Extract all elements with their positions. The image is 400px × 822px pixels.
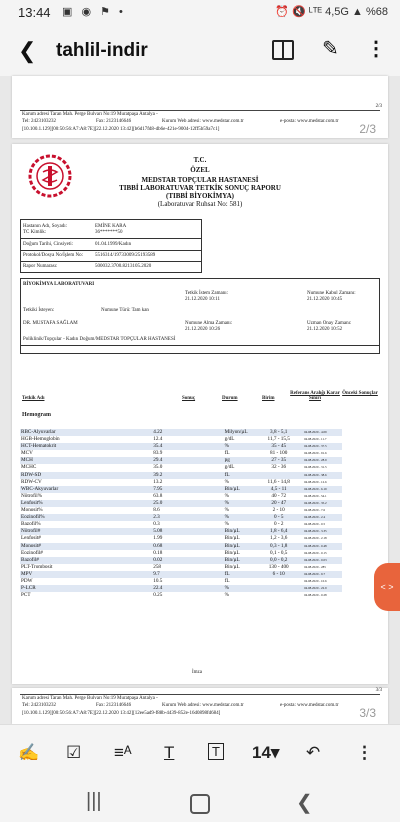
cell-status (189, 557, 224, 564)
patient-name-label: Hastanın Adı, Soyadı: (23, 224, 68, 229)
cell-status (189, 443, 224, 450)
col-reference: Referans Aralığı Karar Sınırı (290, 391, 340, 401)
cell-status (189, 464, 224, 471)
cell-result: 0.68 (152, 543, 189, 550)
request-time-value: 21.12.2020 10:11 (185, 297, 220, 302)
cell-test-name: PCT (21, 592, 31, 599)
website: Kurum Web adresi: www.medstar.com.tr (162, 703, 244, 708)
cell-test-name: Bazofil% (21, 521, 41, 528)
font-size-value: 14 (252, 743, 271, 762)
cell-reference: 1,8 - 6,4 (254, 528, 303, 535)
cell-result: 0.3 (153, 521, 160, 528)
cell-result: 4.22 (152, 429, 189, 436)
cell-status (189, 521, 224, 528)
cell-unit: Bin/µL (224, 535, 240, 542)
cell-unit: g/dL (224, 436, 235, 443)
cell-result: 22.4 (152, 585, 189, 592)
cell-unit: fL (224, 450, 230, 457)
cell-result: 2.3 (152, 514, 189, 521)
table-row (20, 514, 342, 521)
cell-test-name: HCT-Hematokrit (20, 443, 152, 450)
cell-reference: 20 - 47 (254, 500, 303, 507)
protocol-value: 5516314/19733009/25193589 (95, 253, 156, 258)
col-previous: Önceki Sonuçlar (342, 391, 378, 396)
cell-reference (254, 585, 303, 592)
email: e-posta: www.medstar.com.tr (280, 119, 339, 124)
document-title: tahlil-indir (56, 40, 148, 61)
table-row (20, 550, 342, 557)
cell-test-name: P-LCR (20, 585, 152, 592)
table-row (20, 571, 342, 578)
cell-previous: 04.08.2020 - 285 (304, 564, 326, 569)
sample-type: Numune Türü: Tam kan (101, 308, 149, 313)
book-view-icon[interactable] (272, 40, 294, 60)
cell-previous: 04.08.2020 - 54.1 (304, 493, 327, 498)
cell-reference: 40 - 72 (271, 492, 287, 499)
table-row (20, 528, 342, 535)
cell-reference: 1,2 - 3,6 (270, 535, 288, 542)
lab-info-box (20, 278, 380, 354)
cell-unit: Milyon/µL (224, 429, 255, 436)
cell-reference: 6 - 10 (254, 571, 303, 578)
table-row (20, 436, 342, 443)
cell-status (189, 429, 224, 436)
cell-previous: 04.08.2020 - 31.5 (304, 465, 327, 470)
cell-test-name: Bazofil# (20, 557, 152, 564)
cell-status (189, 500, 224, 507)
cell-previous: 04.08.2020 - 10.6 (304, 578, 327, 583)
page-label-small: 3/3 (375, 688, 382, 693)
cell-previous: 04.08.2020 - 0.28 (304, 593, 327, 598)
cell-status (189, 543, 224, 550)
cell-previous: 04.08.2020 - 11.7 (304, 437, 327, 442)
home-icon[interactable] (190, 794, 210, 814)
cell-result: 83.9 (153, 450, 163, 457)
ip-line: [10.100.1.129][00:50:56:A7:A8:7E][22.12.2020 13:42][12ee5ad9-f88b-4439-852e-16d0898fd684] (22, 711, 221, 716)
cell-unit: % (224, 585, 255, 592)
cell-previous: 04.08.2020 - 9.7 (303, 571, 342, 578)
cell-result: 9.7 (152, 571, 189, 578)
cell-status (189, 535, 224, 542)
system-icons: ⏰ 🔇 ᴸᵀᴱ 4,5G ▲ %68 (275, 6, 388, 18)
table-row (20, 472, 342, 479)
page-label-small: 2/3 (375, 104, 382, 109)
hospital-name: MEDSTAR TOPÇULAR HASTANESİ (141, 176, 259, 184)
cell-reference: 35 - 45 (254, 443, 303, 450)
cell-test-name: Lenfosit# (21, 535, 41, 542)
sample-take-label: Numune Alma Zamanı: (185, 321, 233, 326)
cell-reference: 0 - 5 (254, 514, 303, 521)
more-options-icon[interactable]: ⋮ (366, 38, 386, 60)
cell-previous: 04.08.2020 - 35.2 (303, 500, 342, 507)
notification-icons: ▣ ◉ ⚑ • (62, 6, 126, 18)
font-size-select[interactable]: 14▾ (252, 743, 280, 762)
group-hemogram: Hemogram (22, 412, 51, 418)
license-number: (Laboratuvar Ruhsat No: 581) (157, 200, 243, 208)
cell-status (189, 493, 224, 500)
cell-test-name: RBC-Alyuvarlar (20, 429, 152, 436)
cell-status (189, 592, 224, 599)
cell-result: 29.4 (152, 457, 189, 464)
ip-line: [10.100.1.129][00:50:56:A7:A8:7E][22.12.2020 13:42][b6d17fd8-db6e-421e-9004-12ff5b59a7c1] (22, 127, 220, 132)
table-row (20, 521, 342, 528)
cell-test-name: Eozinofil% (20, 514, 152, 521)
pdf-page-2 (12, 76, 388, 138)
report-header (12, 156, 388, 208)
app-bar (0, 26, 400, 76)
table-row (20, 578, 342, 585)
cell-unit: Bin/µL (224, 563, 240, 570)
cell-result: 12.4 (153, 436, 163, 443)
address: Karum adresi Taran Mah. Perge Bulvarı No:19 Muratpaşa Antalya - (22, 112, 158, 117)
cell-previous: 04.08.2020 - 2.4 (303, 514, 342, 521)
cell-previous: 04.08.2020 - 3.35 (303, 528, 342, 535)
cell-reference: 0,3 - 1,8 (254, 543, 303, 550)
cell-result: 1.99 (153, 535, 163, 542)
cell-unit: g/dL (224, 464, 235, 471)
cell-reference: 27 - 35 (254, 457, 303, 464)
cell-previous: 04.08.2020 - 6.19 (303, 486, 342, 493)
cell-unit: fL (224, 571, 255, 578)
table-row (20, 464, 342, 471)
cell-test-name: Monosit# (20, 543, 152, 550)
cell-unit: Bin/µL (224, 549, 240, 556)
annotation-toolbar (0, 724, 400, 785)
undo-icon[interactable]: ↶ (306, 743, 321, 762)
cell-reference: 32 - 36 (271, 464, 287, 471)
table-row (20, 585, 342, 592)
protocol-label: Protokol/Dosya No/İşlem No: (23, 253, 83, 258)
table-row (20, 543, 342, 550)
attachment-icon[interactable]: ✎ (322, 38, 339, 60)
col-status: Durum (222, 396, 238, 401)
signature-label: İmza (192, 670, 202, 675)
table-row (20, 479, 342, 486)
cell-status (189, 472, 224, 479)
cell-unit: % (224, 500, 255, 507)
table-row (20, 500, 342, 507)
page-counter: 3/3 (359, 706, 376, 720)
report-title: TIBBİ LABORATUVAR TETKİK SONUÇ RAPORU (119, 184, 281, 192)
textbox-icon[interactable]: T (208, 743, 224, 760)
cell-unit: % (224, 492, 229, 499)
status-time: 13:44 (18, 5, 51, 20)
cell-previous: 04.08.2020 - 22.9 (303, 585, 342, 592)
birth-value: 01.04.1999/Kadın (95, 242, 132, 247)
sample-take-value: 21.12.2020 10:26 (185, 327, 221, 332)
cell-status (189, 507, 224, 514)
sample-accept-label: Numune Kabul Zamanı: (307, 291, 356, 296)
cell-previous: 04.08.2020 - 38.6 (303, 472, 342, 479)
cell-status (189, 514, 224, 521)
cell-result: 0.25 (153, 592, 163, 599)
cell-test-name: MCH (20, 457, 152, 464)
approval-label: Uzman Onay Zamanı: (307, 321, 352, 326)
cell-result: 35.0 (153, 464, 163, 471)
cell-result: 0.18 (153, 549, 163, 556)
back-arrow-icon[interactable]: ❮ (18, 38, 37, 63)
email: e-posta: www.medstar.com.tr (280, 703, 339, 708)
cell-status (189, 450, 224, 457)
cell-test-name: HGB-Hemoglobin (21, 436, 60, 443)
cell-test-name: RDW-SD (20, 472, 152, 479)
cell-previous: 04.08.2020 - 12.6 (304, 479, 327, 484)
cell-status (189, 585, 224, 592)
patient-info-box (20, 219, 202, 273)
cell-test-name: RDW-CV (21, 478, 42, 485)
report-subtitle: (TIBBİ BİYOKİMYA) (165, 192, 234, 200)
cell-unit: Bin/µL (224, 557, 255, 564)
cell-result: 7.95 (152, 486, 189, 493)
col-unit: Birim (262, 396, 275, 401)
system-nav-bar (0, 784, 400, 822)
ozel-label: ÖZEL (190, 166, 210, 174)
cell-reference: 4,5 - 11 (254, 486, 303, 493)
cell-unit: Bin/µL (224, 543, 255, 550)
cell-result: 10.5 (153, 577, 163, 584)
network-label: 4,5G (325, 6, 349, 18)
cell-unit: % (224, 514, 255, 521)
battery-level: %68 (365, 6, 388, 18)
report-number-label: Rapor Numarası: (23, 264, 58, 269)
table-row (20, 429, 342, 436)
cell-unit: % (224, 521, 229, 528)
table-row (20, 486, 342, 493)
cell-test-name: Lenfosit% (20, 500, 152, 507)
cell-reference: 3,8 - 5,1 (254, 429, 303, 436)
cell-reference: 0,0 - 0,2 (254, 557, 303, 564)
lab-name: BİYOKİMYA LABORATUVARI (23, 282, 95, 287)
cell-result: 25.0 (152, 500, 189, 507)
cell-result: 8.6 (153, 507, 160, 514)
address: Karum adresi Taran Mah. Perge Bulvarı No:19 Muratpaşa Antalya - (22, 696, 158, 701)
cell-status (189, 571, 224, 578)
cell-reference: 11,6 - 14,8 (267, 478, 290, 485)
cell-previous: 04.08.2020 - 28.9 (303, 457, 342, 464)
cell-reference: 0 - 2 (273, 521, 284, 528)
cell-previous: 04.08.2020 - 0.48 (303, 543, 342, 550)
cell-test-name: Nötrofil% (21, 492, 43, 499)
cell-unit: pg (224, 457, 255, 464)
pdf-page-3 (12, 144, 388, 684)
cell-previous: 04.08.2020 - 4.09 (303, 429, 342, 436)
table-row (20, 507, 342, 514)
cell-reference (254, 592, 303, 599)
cell-reference: 130 - 400 (268, 563, 289, 570)
cell-status (189, 550, 224, 557)
col-test-name: Tetkik Adı (22, 396, 45, 401)
cell-previous: 04.08.2020 - 37.5 (303, 443, 342, 450)
cell-previous: 04.08.2020 - 2.18 (304, 536, 327, 541)
approval-value: 21.12.2020 10:52 (307, 327, 343, 332)
table-row (20, 557, 342, 564)
cell-previous: 04.08.2020 - 0.5 (304, 522, 326, 527)
checkbox-icon[interactable]: ☑ (66, 743, 82, 762)
cell-reference: 11,7 - 15,5 (267, 436, 290, 443)
cell-test-name: Nötrofil# (20, 528, 152, 535)
cell-reference: 81 - 100 (270, 450, 288, 457)
tc-id-value: 36*******50 (95, 230, 123, 235)
website: Kurum Web adresi: www.medstar.com.tr (162, 119, 244, 124)
tc-label: T.C. (193, 156, 207, 164)
table-row (20, 535, 342, 542)
clinic: Poliklinik/Topçular - Kadın Doğum/MEDSTAR TOPÇULAR HASTANESİ (23, 337, 176, 342)
phone: Tel: 2423103232 (22, 119, 56, 124)
more-tools-icon[interactable]: ⋮ (356, 743, 373, 762)
requester-label: Tetkiki İsteyen: (23, 308, 55, 313)
cell-reference: 2 - 10 (272, 507, 285, 514)
table-row (20, 493, 342, 500)
cell-test-name: MPV (20, 571, 152, 578)
cell-previous: 04.08.2020 - 7.6 (304, 508, 326, 513)
cell-reference (254, 578, 303, 585)
sample-accept-value: 21.12.2020 10:45 (307, 297, 343, 302)
text-tool-icon[interactable]: T (164, 743, 175, 762)
table-row (20, 457, 342, 464)
cell-result: 258 (153, 563, 161, 570)
status-bar (0, 0, 400, 26)
doctor-name: DR. MUSTAFA SAĞLAM (23, 321, 78, 326)
fax: Fax: 2123146646 (96, 119, 132, 124)
divider (20, 110, 380, 111)
cell-test-name: PLT-Trombosit (21, 563, 53, 570)
patient-name-value: EMİNE KARA (95, 224, 127, 229)
cell-test-name: Eozinofil# (21, 549, 43, 556)
pdf-viewer[interactable] (0, 76, 400, 724)
col-result: Sonuç (182, 396, 196, 401)
cell-status (189, 436, 224, 443)
cell-previous: 04.08.2020 - 0.15 (304, 550, 327, 555)
report-number-value: 500032.3700.8213105.2020 (95, 264, 152, 269)
cell-unit: % (224, 443, 255, 450)
cell-reference: 0,1 - 0,5 (270, 549, 288, 556)
cell-status (189, 578, 224, 585)
cell-result: 0.02 (152, 557, 189, 564)
cell-unit: % (224, 592, 229, 599)
cell-test-name: MCHC (21, 464, 37, 471)
pdf-page-3-footer (12, 688, 388, 724)
cell-status (189, 564, 224, 571)
cell-status (189, 486, 224, 493)
cell-result: 5.08 (152, 528, 189, 535)
pen-icon[interactable]: ✍ (18, 743, 40, 762)
birth-label: Doğum Tarihi, Cinsiyeti: (23, 242, 73, 247)
fax: Fax: 2123146646 (96, 703, 132, 708)
text-align-icon[interactable]: ≡ᴬ (114, 743, 132, 762)
cell-unit: % (224, 478, 229, 485)
cell-test-name: MCV (21, 450, 33, 457)
cell-unit: Bin/µL (224, 486, 255, 493)
page-counter: 2/3 (359, 122, 376, 136)
cell-unit: Bin/µL (224, 528, 255, 535)
cell-result: 39.2 (152, 472, 189, 479)
cell-previous: 04.08.2020 - 0.03 (303, 557, 342, 564)
cell-unit: % (224, 507, 229, 514)
cell-result: 35.4 (152, 443, 189, 450)
tc-id-label: TC Kimlik: (23, 230, 47, 235)
phone: Tel: 2423103232 (22, 703, 56, 708)
request-time-label: Tetkik İstem Zamanı: (185, 291, 228, 296)
cell-reference (254, 472, 303, 479)
cell-unit: fL (224, 472, 255, 479)
table-row (20, 443, 342, 450)
scroll-handle-icon[interactable]: < > (374, 563, 400, 611)
cell-result: 13.2 (153, 478, 163, 485)
cell-result: 63.8 (153, 492, 163, 499)
cell-test-name: PDW (21, 577, 33, 584)
cell-status (189, 479, 224, 486)
table-row (20, 592, 342, 599)
table-row (20, 564, 342, 571)
table-row (20, 450, 342, 457)
cell-status (189, 528, 224, 535)
recent-apps-icon[interactable]: ||| (86, 790, 102, 812)
nav-back-icon[interactable]: ❮ (296, 792, 313, 814)
cell-test-name: WBC-Akyuvarlar (20, 486, 152, 493)
cell-status (189, 457, 224, 464)
cell-unit: fL (224, 577, 230, 584)
cell-previous: 04.08.2020 - 91.6 (304, 451, 327, 456)
cell-test-name: Monosit% (21, 507, 43, 514)
results-table (20, 429, 342, 599)
